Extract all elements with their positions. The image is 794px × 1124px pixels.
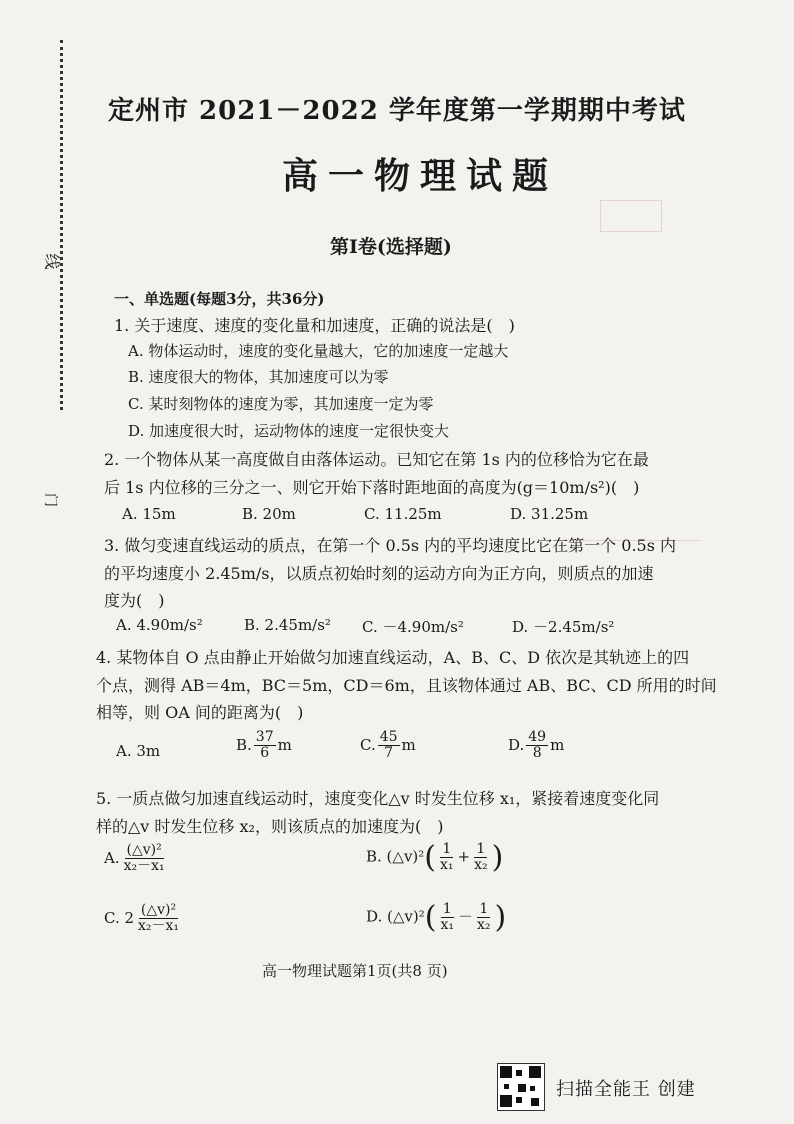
operator: + — [457, 847, 471, 866]
question-5-option-a — [104, 843, 169, 875]
option-b-prefix: B. (△v)² — [366, 847, 425, 866]
fraction: $\frac{37}{6}$ — [255, 729, 274, 762]
question-5-option-d: D. (△v)²( $\frac{1}{\text{x₁}}$ － $\frac{1}{\text{x₂}}$ ) — [366, 900, 507, 935]
page-footer: 高一物理试题第1页(共8 页) — [262, 962, 448, 980]
question-2-option-a: A. 15m — [122, 505, 176, 523]
question-3-stem-line1: 3. 做匀变速直线运动的质点，在第一个 0.5s 内的平均速度比它在第一个 0.5s 内 — [104, 536, 677, 555]
scanner-watermark-label: 扫描全能王 创建 — [556, 1079, 696, 1100]
binding-char-door: 门 — [42, 493, 58, 507]
option-c-prefix: C. — [360, 735, 376, 754]
question-2-option-b: B. 20m — [242, 505, 296, 523]
binding-char-line: 线 — [42, 253, 62, 270]
question-5-stem-line2: 样的△v 时发生位移 x₂，则该质点的加速度为( ) — [96, 817, 444, 836]
question-5-option-c — [104, 903, 183, 935]
option-a-prefix: A. — [104, 848, 120, 867]
bleed-through-box — [600, 200, 662, 232]
question-3-option-a: A. 4.90m/s² — [116, 616, 203, 634]
option-b-prefix: B. — [236, 735, 252, 754]
operator: － — [458, 907, 474, 926]
question-5-stem-line1: 5. 一质点做匀加速直线运动时，速度变化△v 时发生位移 x₁，紧接着速度变化同 — [96, 789, 660, 808]
option-b-unit: m — [277, 735, 292, 754]
fraction: $\frac{1}{\text{x₁}}$ — [440, 900, 454, 933]
question-2-stem-line1: 2. 一个物体从某一高度做自由落体运动。已知它在第 1s 内的位移恰为它在最 — [104, 450, 649, 469]
question-3-stem-line2: 的平均速度小 2.45m/s，以质点初始时刻的运动方向为正方向，则质点的加速 — [104, 564, 654, 583]
qr-code-icon — [497, 1063, 545, 1111]
exam-title: 定州市 2021－2022 学年度第一学期期中考试 — [108, 96, 686, 126]
question-1-option-b: B. 速度很大的物体，其加速度可以为零 — [128, 368, 389, 386]
question-4-option-c — [360, 730, 416, 762]
question-3-option-b: B. 2.45m/s² — [244, 616, 331, 634]
question-3-option-c: C. －4.90m/s² — [362, 618, 464, 636]
question-4-option-b — [236, 730, 292, 762]
question-4-option-a: A. 3m — [116, 742, 161, 760]
option-d-prefix: D. — [508, 735, 525, 754]
binding-dotted-line — [60, 40, 63, 410]
question-4-stem-line3: 相等，则 OA 间的距离为( ) — [96, 703, 304, 722]
question-1-option-a: A. 物体运动时，速度的变化量越大，它的加速度一定越大 — [128, 342, 509, 360]
question-3-stem-line3: 度为( ) — [104, 591, 165, 610]
part-heading: 一、单选题(每题3分，共36分) — [114, 290, 325, 308]
section-heading: 第Ⅰ卷(选择题) — [330, 236, 452, 258]
question-2-option-d: D. 31.25m — [510, 505, 589, 523]
fraction: $\frac{\text{(△v)²}}{\text{x₂－x₁}}$ — [138, 902, 180, 935]
fraction: $\frac{49}{8}$ — [528, 729, 547, 762]
question-1-option-d: D. 加速度很大时，运动物体的速度一定很快变大 — [128, 422, 450, 440]
question-3-option-d: D. －2.45m/s² — [512, 618, 615, 636]
option-c-prefix: C. 2 — [104, 908, 135, 927]
question-1-option-c: C. 某时刻物体的速度为零，其加速度一定为零 — [128, 395, 434, 413]
option-d-prefix: D. (△v)² — [366, 907, 425, 926]
fraction: $\frac{1}{\text{x₁}}$ — [440, 840, 454, 873]
question-4-option-d — [508, 730, 564, 762]
question-4-stem-line2: 个点，测得 AB＝4m，BC＝5m，CD＝6m，且该物体通过 AB、BC、CD 所用的时间 — [96, 676, 717, 695]
exam-subtitle: 高一物理试题 — [282, 155, 559, 197]
question-4-stem-line1: 4. 某物体自 O 点由静止开始做匀加速直线运动，A、B、C、D 依次是其轨迹上的四 — [96, 648, 690, 667]
question-1-stem: 1. 关于速度、速度的变化量和加速度，正确的说法是( ) — [114, 316, 515, 335]
option-d-unit: m — [550, 735, 565, 754]
fraction: $\frac{1}{\text{x₂}}$ — [477, 900, 491, 933]
fraction: $\frac{45}{7}$ — [379, 729, 398, 762]
question-2-option-c: C. 11.25m — [364, 505, 442, 523]
fraction: $\frac{\text{(△v)²}}{\text{x₂－x₁}}$ — [123, 842, 165, 875]
question-5-option-b: B. (△v)²( $\frac{1}{\text{x₁}}$ + $\frac{1}{\text{x₂}}$ ) — [366, 840, 504, 875]
question-2-stem-line2: 后 1s 内位移的三分之一、则它开始下落时距地面的高度为(g＝10m/s²)( ) — [104, 478, 640, 497]
fraction: $\frac{1}{\text{x₂}}$ — [474, 840, 488, 873]
option-c-unit: m — [401, 735, 416, 754]
